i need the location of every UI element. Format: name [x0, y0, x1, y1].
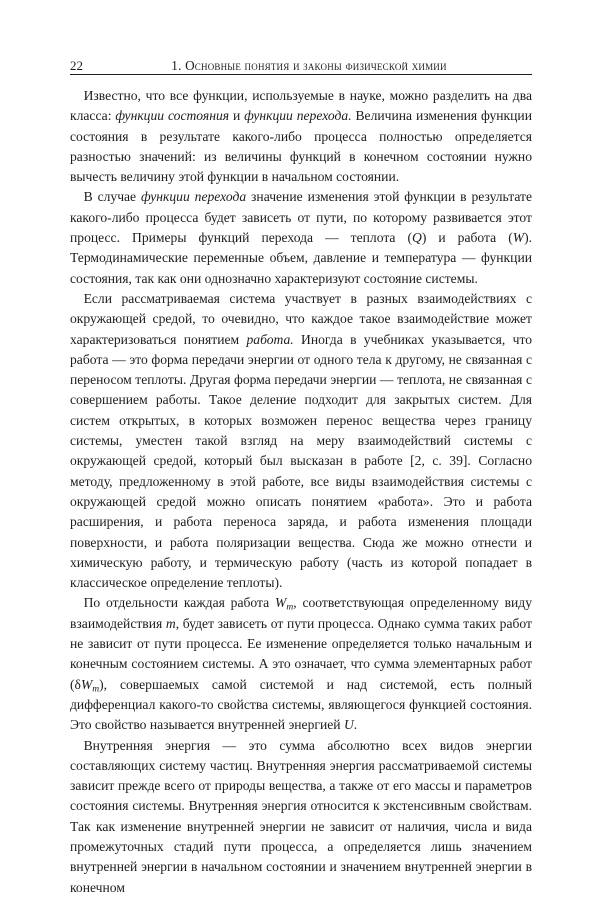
header-rule [70, 74, 532, 75]
italic-text: W [512, 230, 525, 246]
text-run: , соответствующая определенному виду взаимодействия [70, 595, 532, 631]
subscript-text: m [286, 602, 294, 613]
italic-text: работа. [246, 331, 294, 347]
text-run: , будет зависеть от пути процесса. Однако сумма таких работ не зависит от пути процесса. Ее изменение определяется только начальным и конечным состоянием системы. А это означает, что сумма элементарных работ (δ [70, 615, 532, 692]
page-header [70, 54, 532, 72]
italic-text: функции перехода. [244, 108, 352, 124]
text-run: ). Термодинамические переменные объем, давление и температура — функции состояния, так как они однозначно характеризуют состояние системы. [70, 230, 532, 286]
body-text [70, 86, 532, 898]
text-run: Известно, что все функции, используемые в науке, можно разделить на два класса: [70, 88, 532, 124]
italic-text: W [80, 676, 93, 692]
text-run: ), совершаемых самой системой и над системой, есть полный дифференциал какого-то свойства системы, являющегося функцией состояния. Это свойство называется внутренней энергией [70, 676, 532, 733]
italic-text: Q [412, 230, 422, 246]
paragraph-2 [70, 187, 532, 288]
paragraph-5 [70, 736, 532, 898]
text-run: Если рассматриваемая система участвует в разных взаимодействиях с окружающей средой, то очевидно, что каждое такое взаимодействие может характеризоваться понятием [70, 290, 532, 347]
italic-text: W [275, 595, 287, 611]
text-run: значение изменения этой функции в результате какого-либо процесса будет зависеть от пути, по которому развивается этот процесс. Примеры функций перехода — теплота ( [70, 189, 532, 246]
text-run: В случае [83, 189, 142, 205]
text-run: ) и работа ( [421, 230, 513, 246]
running-head: 1. Основные понятия и законы физической химии [171, 57, 447, 73]
italic-text: функции состояния [115, 108, 230, 124]
text-run: Иногда в учебниках указывается, что работа — это форма передачи энергии от одного тела к другому, не связанная с переносом теплоты. Другая форма передачи энергии — теплота, не связанная с совершением работы. Такое деление подходит для закрытых систем. Для систем открытых, в которых возможен перенос вещества через границу системы, уместен такой взгляд на меру взаимодействий системы с окружающей средой, который был высказан в работе [2, с. 39]. Согласно методу, предложенному в этой работе, все виды взаимодействия системы с окружающей средой можно описать понятием «работа». Это и работа расширения, и работа переноса заряда, и работа изменения площади поверхности, и работа поляризации вещества. Сюда же можно отнести и химическую работу, и термическую работу (часть из которой попадает в классическое определение теплоты). [70, 331, 533, 591]
paragraph-3 [70, 289, 532, 593]
italic-text: m [165, 615, 176, 631]
text-run: Внутренняя энергия — это сумма абсолютно всех видов энергии составляющих систему частиц. Внутренняя энергия рассматриваемой системы зависит прежде всего от природы вещества, а также от его массы и параметров состояния системы. Внутренняя энергия относится к экстенсивным свойствам. Так как изменение внутренней энергии не зависит от наличия, числа и вида промежуточных стадий пути процесса, а определяется лишь значением внутренней энергии в начальном состоянии и значением внутренней энергии в конечном [70, 737, 532, 895]
page-number: 22 [70, 58, 83, 73]
italic-text: функции перехода [141, 189, 247, 205]
text-run: и [229, 108, 245, 124]
text-run: Величина изменения функции состояния в результате какого-либо процесса полностью определяется разностью значений: из величины функций в конечном состоянии нужно вычесть величину этой функции в начальном состоянии. [70, 108, 532, 185]
text-run: . [353, 717, 358, 733]
italic-text: U [343, 717, 354, 733]
subscript-text: m [92, 683, 100, 694]
paragraph-1 [70, 86, 532, 187]
paragraph-4 [70, 593, 532, 735]
text-run: По отдельности каждая работа [83, 595, 276, 611]
